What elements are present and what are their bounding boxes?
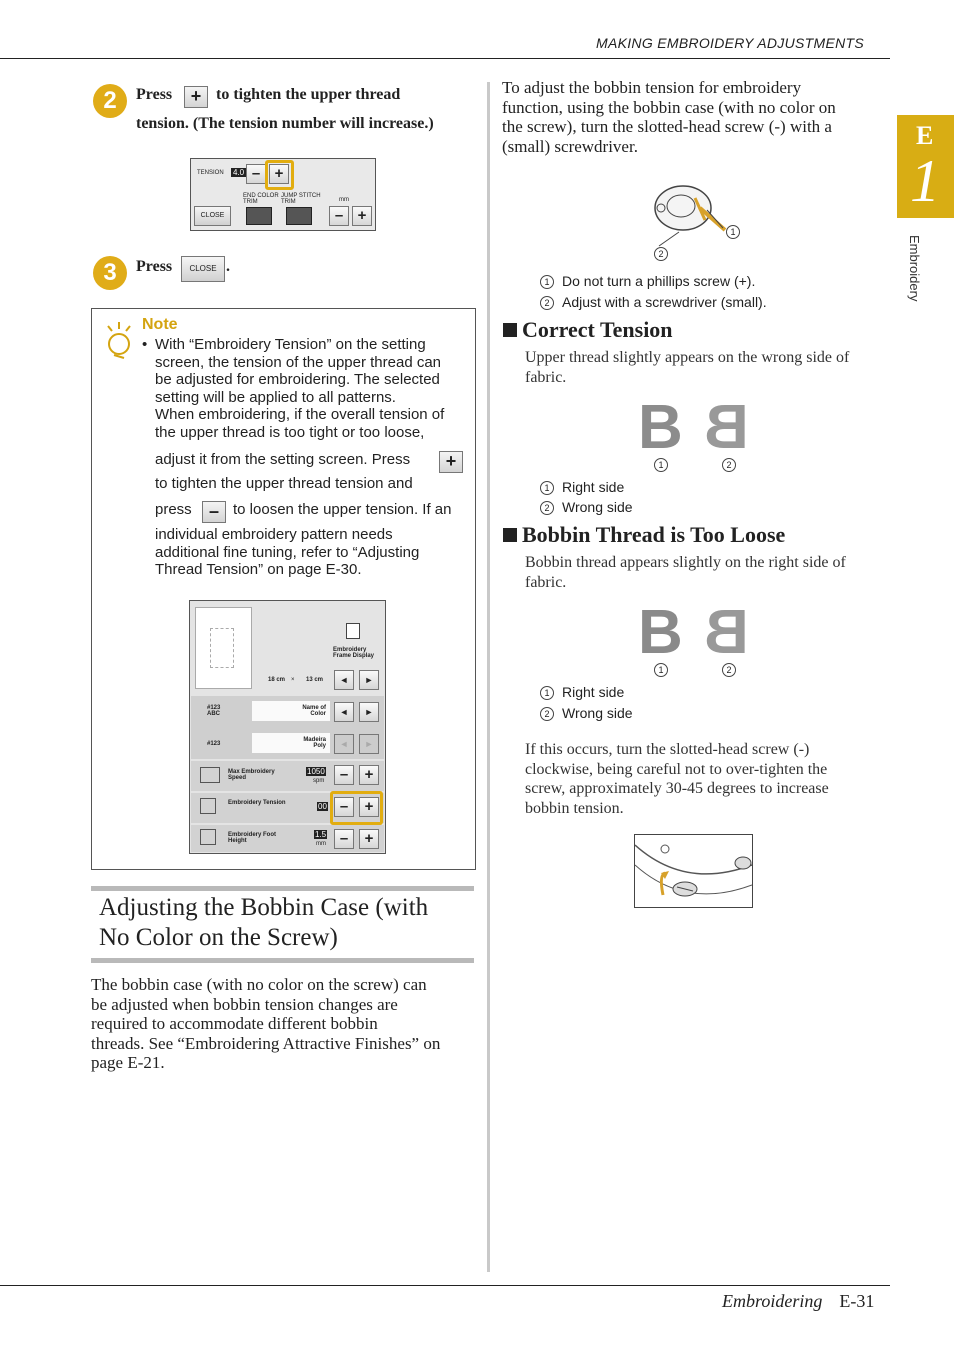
paragraph-line: page E-21.	[91, 1053, 165, 1072]
frame-right-arrow[interactable]: ►	[359, 670, 379, 690]
row2-field	[252, 733, 330, 753]
page-number: E-31	[839, 1291, 875, 1311]
note-line: adjust it from the setting screen. Press	[155, 451, 411, 468]
row2-label: Madeira Poly	[303, 737, 326, 749]
list-text: Right side	[562, 479, 625, 495]
stitch-sample-right: B	[638, 598, 681, 667]
paragraph-line: clockwise, being careful not to over-tighten the	[525, 760, 828, 778]
chapter-tab	[897, 115, 954, 218]
spm-label: spm	[313, 778, 325, 784]
inline-plus-button: +	[184, 86, 208, 108]
size-a: 18 cm	[268, 677, 286, 683]
max-speed-label: Max Embroidery Speed	[228, 769, 275, 781]
paragraph-line: function, using the bobbin case (with no color on	[502, 97, 836, 117]
paragraph-line: (small) screwdriver.	[502, 136, 638, 156]
list-item	[540, 273, 755, 289]
list-number: 1	[540, 481, 554, 495]
list-text: Adjust with a screwdriver (small).	[562, 294, 767, 310]
list-number: 1	[540, 686, 554, 700]
header-rule	[0, 58, 890, 59]
note-bullet: •	[142, 336, 148, 353]
highlight-box	[330, 791, 383, 825]
chapter-number: 1	[910, 148, 940, 214]
step-2-text-a: Press	[136, 86, 173, 103]
callout-number: 2	[722, 663, 736, 677]
lightbulb-icon	[102, 320, 136, 360]
foot-height-label: Embroidery Foot Height	[228, 832, 277, 844]
paragraph-line: fabric.	[525, 368, 567, 386]
note-line: to loosen the upper tension. If an	[233, 501, 452, 518]
correct-paragraph	[525, 348, 885, 387]
speed-value: 1050	[307, 767, 325, 776]
list-item	[540, 499, 633, 515]
paragraph-line: bobbin tension.	[525, 799, 624, 817]
step-2-badge: 2	[93, 84, 127, 118]
list-text: Wrong side	[562, 499, 633, 515]
foot-minus-button[interactable]: –	[334, 829, 354, 849]
sample-callout-1	[654, 456, 676, 472]
note-line: screen, the tension of the upper thread can	[155, 353, 442, 371]
row2-left-arrow[interactable]: ◄	[334, 734, 354, 754]
tension-label: TENSION	[197, 170, 224, 176]
frame-display-label: Embroidery Frame Display	[333, 647, 375, 659]
note-line: Thread Tension” on page E-30.	[155, 561, 362, 579]
column-divider	[487, 82, 490, 1272]
jump-stitch-label: JUMP STITCH TRIM	[281, 193, 321, 205]
callout-number: 1	[654, 458, 668, 472]
subheading-text: Correct Tension	[522, 317, 673, 342]
list-text: Do not turn a phillips screw (+).	[562, 273, 756, 289]
page-footer	[722, 1291, 874, 1312]
step-3-period: .	[226, 258, 230, 275]
paragraph-line: To adjust the bobbin tension for embroidery	[502, 78, 802, 97]
note-body	[155, 336, 473, 442]
sample-callout-1	[654, 661, 676, 677]
list-number: 1	[540, 275, 554, 289]
section-title-line: No Color on the Screw)	[99, 924, 338, 951]
sample-callout-2	[722, 456, 744, 472]
inline-close-button: CLOSE	[181, 256, 225, 282]
list-item	[540, 684, 624, 700]
size-times: ×	[291, 677, 295, 683]
tension-label-2: Embroidery Tension	[228, 800, 286, 806]
list-number: 2	[540, 707, 554, 721]
end-color-label: END COLOR TRIM	[243, 193, 279, 205]
note-line: individual embroidery pattern needs	[155, 526, 393, 543]
note-line: the upper thread is too tight or too loose,	[155, 423, 425, 441]
intro-paragraph	[502, 78, 887, 156]
paragraph-line: required to accommodate different bobbin	[91, 1014, 378, 1033]
step-3-text: Press	[136, 258, 173, 275]
screw-figure	[634, 834, 753, 908]
loose-paragraph	[525, 553, 885, 592]
callout-number: 2	[722, 458, 736, 472]
row1-left-arrow[interactable]: ◄	[334, 702, 354, 722]
row1-right-arrow[interactable]: ►	[359, 702, 379, 722]
section-title-line: Adjusting the Bobbin Case (with	[99, 894, 429, 921]
paragraph-line: Bobbin thread appears slightly on the right side of	[525, 554, 846, 571]
note-line: press	[155, 501, 192, 518]
jump-stitch-trim-icon[interactable]	[286, 207, 312, 225]
frame-left-arrow[interactable]: ◄	[334, 670, 354, 690]
tension-value-2: 00	[318, 802, 327, 811]
paragraph-line: Upper thread slightly appears on the wrong side of	[525, 349, 850, 366]
speed-icon	[200, 767, 220, 783]
trim-minus-button[interactable]: –	[329, 206, 349, 226]
settings-screen	[189, 600, 386, 854]
note-line: setting will be applied to all patterns.	[155, 388, 396, 406]
trim-plus-button[interactable]: +	[352, 206, 372, 226]
paragraph-line: be adjusted when bobbin tension changes are	[91, 994, 398, 1014]
tension-plus-button[interactable]: +	[269, 164, 289, 184]
figure-callout-1	[726, 223, 748, 239]
note-line: With “Embroidery Tension” on the setting	[155, 336, 426, 353]
section-paragraph	[91, 975, 476, 1073]
paragraph-line: fabric.	[525, 573, 567, 591]
speed-plus-button[interactable]: +	[359, 765, 379, 785]
list-item	[540, 479, 624, 495]
figure-callout-2	[654, 245, 676, 261]
tension-value: 4.0	[233, 168, 245, 177]
step-2-text-b: to tighten the upper thread	[216, 86, 401, 103]
note-body-2	[155, 526, 473, 579]
section-rule-bottom	[91, 958, 474, 963]
tension-minus-button-2[interactable]: –	[334, 797, 354, 817]
section-rule-top	[91, 886, 474, 891]
list-item	[540, 705, 633, 721]
step-2-text-c: tension. (The tension number will increase.)	[136, 115, 434, 132]
chapter-letter: E	[916, 121, 934, 150]
paragraph-line: screw, approximately 30-45 degrees to increase	[525, 780, 829, 797]
subheading-text: Bobbin Thread is Too Loose	[522, 522, 786, 547]
frame-outline	[210, 628, 234, 668]
step-3-badge: 3	[93, 256, 127, 290]
paragraph-line: The bobbin case (with no color on the screw) can	[91, 975, 427, 994]
tension-icon	[200, 798, 216, 814]
stitch-sample-right: B	[638, 393, 681, 462]
note-line: be adjusted for embroidering. The selected	[155, 371, 440, 389]
square-bullet-icon	[503, 323, 517, 337]
note-line: When embroidering, if the overall tension of	[155, 406, 445, 424]
tension-minus-button[interactable]: –	[246, 164, 266, 184]
close-button[interactable]: CLOSE	[194, 206, 231, 226]
row1-label: Name of Color	[302, 705, 326, 717]
speed-minus-button[interactable]: –	[334, 765, 354, 785]
row1-field	[252, 701, 330, 721]
stitch-sample-wrong: B	[704, 598, 749, 667]
subheading-correct	[503, 317, 673, 343]
section-title	[99, 893, 474, 953]
footer-rule	[0, 1285, 890, 1286]
foot-icon	[200, 829, 216, 845]
stitch-sample-wrong: B	[704, 393, 749, 462]
screw-illustration-icon	[635, 835, 752, 907]
frame-preview	[195, 607, 252, 689]
list-number: 2	[540, 501, 554, 515]
callout-number: 2	[654, 247, 668, 261]
running-header: MAKING EMBROIDERY ADJUSTMENTS	[596, 35, 864, 51]
frame-display-icon	[346, 623, 360, 639]
foot-plus-button[interactable]: +	[359, 829, 379, 849]
list-text: Right side	[562, 684, 625, 700]
occurs-paragraph	[525, 740, 885, 818]
highlight-box	[265, 160, 294, 190]
note-line: to tighten the upper thread tension and	[155, 475, 413, 492]
list-text: Wrong side	[562, 705, 633, 721]
row1-icon: #123 ABC	[207, 705, 221, 717]
note-line: additional fine tuning, refer to “Adjusting	[155, 543, 420, 561]
size-b: 13 cm	[306, 677, 324, 683]
subheading-loose	[503, 522, 785, 548]
tension-screen	[190, 158, 376, 231]
list-item	[540, 294, 767, 310]
foot-value: 1.5	[315, 830, 327, 839]
list-number: 2	[540, 296, 554, 310]
row2-icon: #123	[207, 741, 221, 747]
foot-mm-label: mm	[316, 841, 326, 847]
paragraph-line: threads. See “Embroidering Attractive Finishes” on	[91, 1033, 441, 1053]
sample-callout-2	[722, 661, 744, 677]
paragraph-line: the screw), turn the slotted-head screw (-) with a	[502, 117, 832, 136]
callout-number: 1	[654, 663, 668, 677]
mm-label: mm	[339, 197, 349, 203]
footer-section: Embroidering	[722, 1291, 823, 1311]
note-minus-button: –	[202, 501, 226, 523]
callout-number: 1	[726, 225, 740, 239]
side-label: Embroidery	[907, 235, 922, 302]
end-color-trim-icon[interactable]	[246, 207, 272, 225]
square-bullet-icon	[503, 528, 517, 542]
row2-right-arrow[interactable]: ►	[359, 734, 379, 754]
tension-plus-button-2[interactable]: +	[359, 797, 379, 817]
note-plus-button: +	[439, 451, 463, 473]
paragraph-line: If this occurs, turn the slotted-head screw (-)	[525, 741, 810, 758]
note-title: Note	[142, 316, 178, 333]
